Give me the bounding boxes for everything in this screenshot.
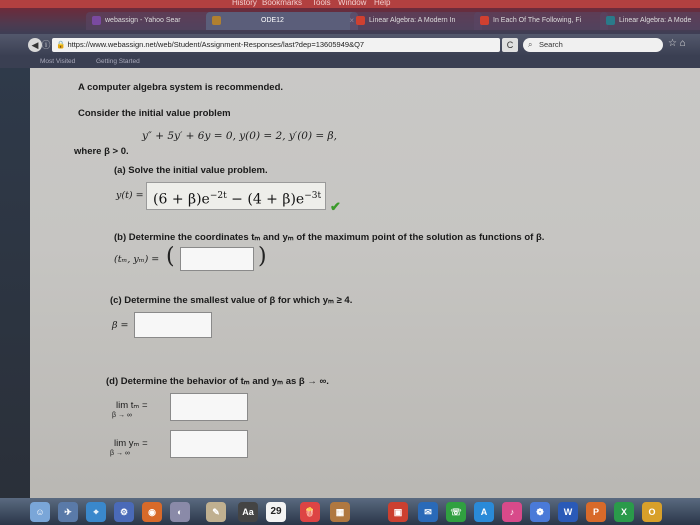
tab-each-following[interactable] (474, 12, 608, 30)
bookmark-most-visited[interactable]: Most Visited (40, 58, 76, 65)
safari-icon[interactable]: ⌖ (86, 502, 106, 522)
iphoto-icon[interactable]: ❁ (530, 502, 550, 522)
menu-bookmarks[interactable]: Bookmarks (262, 0, 303, 7)
lim-ym-label: lim yₘ = (114, 438, 148, 449)
chegg-favicon-icon (356, 16, 365, 25)
toolbar-icons[interactable]: ☆ ⌂ (668, 38, 686, 49)
menu-tools[interactable]: Tools (312, 0, 331, 7)
part-a-answer[interactable] (146, 182, 326, 210)
itunes-icon[interactable]: ♪ (502, 502, 522, 522)
tab-label: Linear Algebra: A Modern In (369, 17, 456, 24)
excel-icon[interactable]: X (614, 502, 634, 522)
tab-label: webassign - Yahoo Sear (105, 17, 181, 24)
tab-label: In Each Of The Following, Fi (493, 17, 582, 24)
tab-webassign-search[interactable] (86, 12, 214, 30)
tab-bar (0, 8, 700, 34)
webassign-question (30, 68, 700, 510)
menu-history[interactable]: History (232, 0, 257, 7)
popcorn-icon[interactable]: 🍿 (300, 502, 320, 522)
messages-icon[interactable]: ☏ (446, 502, 466, 522)
part-b-prompt: (b) Determine the coordinates tₘ and yₘ of the maximum point of the solution as functions of β. (114, 232, 545, 243)
app-icon[interactable]: ◐ (170, 502, 190, 522)
calendar-day: 29 (270, 506, 282, 517)
system-preferences-icon[interactable]: ⚙ (114, 502, 134, 522)
lim-tm-sub: β → ∞ (112, 412, 132, 419)
part-c-prompt: (c) Determine the smallest value of β for which yₘ ≥ 4. (110, 295, 353, 306)
chegg-favicon-icon (480, 16, 489, 25)
part-a-label: y(t) = (116, 190, 144, 201)
lim-tm-input[interactable] (170, 393, 248, 421)
part-a-prompt: (a) Solve the initial value problem. (114, 165, 268, 176)
tab-ode12[interactable] (206, 12, 358, 30)
book-favicon-icon (606, 16, 615, 25)
correct-check-icon: ✔ (330, 199, 341, 214)
powerpoint-icon[interactable]: P (586, 502, 606, 522)
cas-note: A computer algebra system is recommended. (78, 82, 284, 93)
part-c-label: β = (112, 320, 129, 331)
url-bar[interactable] (52, 38, 500, 52)
firefox-icon[interactable]: ◉ (142, 502, 162, 522)
consider-text: Consider the initial value problem (78, 108, 231, 119)
search-icon: ⌕ (528, 40, 533, 49)
notes-icon[interactable]: ✎ (206, 502, 226, 522)
bookmarks-bar (0, 56, 700, 68)
ivp-equation: y″ + 5y′ + 6y = 0, y(0) = 2, y′(0) = β, (142, 130, 337, 142)
lim-ym-sub: β → ∞ (110, 450, 130, 457)
answer-term-2: − (4 + β)e (226, 191, 305, 208)
finder-icon[interactable]: ☺ (30, 502, 50, 522)
menu-help[interactable]: Help (374, 0, 391, 7)
launchpad-icon[interactable]: ✈ (58, 502, 78, 522)
word-icon[interactable]: W (558, 502, 578, 522)
search-input[interactable] (523, 38, 663, 52)
info-icon[interactable]: ⓘ (41, 40, 51, 50)
navigation-bar (0, 34, 700, 56)
tab-label: Linear Algebra: A Mode (619, 17, 692, 24)
lock-icon: 🔒 (56, 40, 68, 49)
exponent-2: −3t (304, 191, 322, 201)
menu-bar (0, 0, 700, 8)
webassign-favicon-icon (212, 16, 221, 25)
photo-booth-icon[interactable]: ▣ (388, 502, 408, 522)
menu-window[interactable]: Window (338, 0, 367, 7)
open-paren: ( (166, 244, 175, 269)
url-text: https://www.webassign.net/web/Student/Assignment-Responses/last?dep=13605949&Q7 (67, 40, 365, 49)
mail-icon[interactable]: ✉ (418, 502, 438, 522)
app-store-icon[interactable]: A (474, 502, 494, 522)
tab-label: ODE12 (261, 17, 284, 24)
tab-linear-algebra-1[interactable] (350, 12, 482, 30)
back-button[interactable]: ◀ (28, 38, 42, 52)
part-c-input[interactable] (134, 312, 212, 338)
lim-tm-label: lim tₘ = (116, 400, 148, 411)
reload-button[interactable]: C (502, 38, 518, 52)
app-icon[interactable]: O (642, 502, 662, 522)
app-icon[interactable]: ▦ (330, 502, 350, 522)
close-paren: ) (258, 244, 267, 269)
yahoo-favicon-icon (92, 16, 101, 25)
answer-term-1: (6 + β)e (153, 191, 210, 208)
beta-condition: where β > 0. (74, 146, 129, 157)
part-b-input[interactable] (180, 247, 254, 271)
lim-ym-input[interactable] (170, 430, 248, 458)
search-placeholder: Search (539, 40, 563, 49)
tab-linear-algebra-2[interactable] (600, 12, 700, 30)
part-d-prompt: (d) Determine the behavior of tₘ and yₘ as β → ∞. (106, 376, 329, 387)
bookmark-getting-started[interactable]: Getting Started (96, 58, 140, 65)
exponent-1: −2t (209, 191, 227, 201)
calendar-icon[interactable] (266, 502, 286, 522)
font-icon[interactable]: Aa (238, 502, 258, 522)
part-b-label: (tₘ, yₘ) = (114, 254, 160, 265)
